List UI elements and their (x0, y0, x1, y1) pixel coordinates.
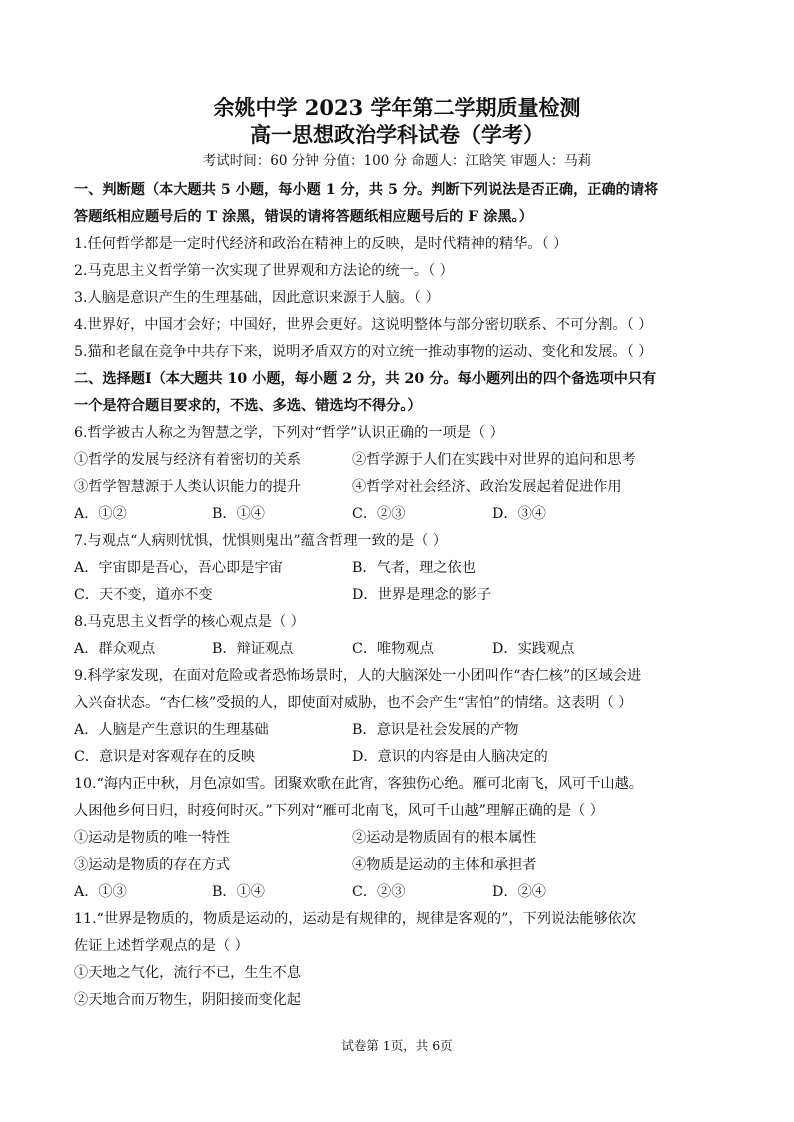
question-9-stem-cont: 入兴奋状态。“杏仁核”受损的人，即使面对威胁，也不会产生“害怕”的情绪。这表明（ ） (74, 695, 633, 711)
q10-option-d: D．②④ (492, 884, 546, 900)
q7-option-d: D．世界是理念的影子 (352, 587, 492, 603)
question-1: 1.任何哲学都是一定时代经济和政治在精神上的反映，是时代精神的精华。（ ） (74, 236, 568, 252)
q10-statement-4: ④物质是运动的主体和承担者 (352, 857, 537, 873)
question-9-stem: 9.科学家发现，在面对危险或者恐怖场景时，人的大脑深处一小团叫作“杏仁核”的区域会进 (74, 668, 642, 684)
section2-instruction-cont: 一个是符合题目要求的，不选、多选、错选均不得分。） (74, 398, 422, 414)
q6-option-a: A．①② (74, 506, 127, 522)
question-11-stem: 11.“世界是物质的，物质是运动的，运动是有规律的，规律是客观的”，下列说法能够依次 (74, 911, 637, 927)
q9-option-a: A．人脑是产生意识的生理基础 (74, 722, 269, 738)
q10-statement-3: ③运动是物质的存在方式 (74, 857, 231, 873)
question-10-stem: 10.“海内正中秋，月色凉如雪。团聚欢歌在此宵，客独伤心绝。雁可北南飞，风可千山越。 (74, 776, 643, 792)
q10-option-b: B．①④ (212, 884, 265, 900)
q8-option-c: C．唯物观点 (352, 641, 434, 657)
section1-instruction-cont: 答题纸相应题号后的 T 涂黑，错误的请将答题纸相应题号后的 F 涂黑。） (74, 209, 533, 225)
q9-option-c: C．意识是对客观存在的反映 (74, 749, 256, 765)
exam-subtitle: 高一思想政治学科试卷（学考） (250, 122, 544, 147)
q8-option-a: A．群众观点 (74, 641, 156, 657)
question-4: 4.世界好，中国才会好；中国好，世界会更好。这说明整体与部分密切联系、不可分割。（ ） (74, 317, 653, 333)
q10-statement-1: ①运动是物质的唯一特性 (74, 830, 231, 846)
question-11-stem-cont: 佐证上述哲学观点的是（ ） (74, 938, 249, 954)
exam-title: 余姚中学 2023 学年第二学期质量检测 (213, 95, 581, 120)
q6-statement-1: ①哲学的发展与经济有着密切的关系 (74, 452, 302, 468)
section2-instruction: 二、选择题Ⅰ（本大题共 10 小题，每小题 2 分，共 20 分。每小题列出的四个备选项中只有 (74, 371, 657, 387)
q11-statement-2: ②天地合而万物生，阴阳接而变化起 (74, 992, 302, 1008)
q8-option-b: B．辩证观点 (212, 641, 294, 657)
exam-info: 考试时间：60 分钟 分值：100 分 命题人：江晗笑 审题人：马莉 (202, 153, 592, 169)
question-10-stem-cont: 人困他乡何日归，时疫何时灭。”下列对“雁可北南飞，风可千山越”理解正确的是（ ） (74, 803, 604, 819)
q10-option-a: A．①③ (74, 884, 127, 900)
q7-option-c: C．天不变，道亦不变 (74, 587, 213, 603)
q6-statement-4: ④哲学对社会经济、政治发展起着促进作用 (352, 479, 622, 495)
q6-option-b: B．①④ (212, 506, 265, 522)
question-8-stem: 8.马克思主义哲学的核心观点是（ ） (74, 614, 305, 630)
q6-option-d: D．③④ (492, 506, 546, 522)
q9-option-d: D．意识的内容是由人脑决定的 (352, 749, 548, 765)
q10-option-c: C．②③ (352, 884, 406, 900)
q9-option-b: B．意识是社会发展的产物 (352, 722, 519, 738)
page-footer: 试卷第 1页，共 6页 (341, 1038, 453, 1053)
section1-instruction: 一、判断题（本大题共 5 小题，每小题 1 分，共 5 分。判断下列说法是否正确，正确的请将 (74, 182, 659, 198)
q8-option-d: D．实践观点 (492, 641, 575, 657)
q7-option-b: B．气者，理之依也 (352, 560, 476, 576)
question-3: 3.人脑是意识产生的生理基础，因此意识来源于人脑。（ ） (74, 290, 440, 306)
q6-option-c: C．②③ (352, 506, 406, 522)
q7-option-a: A．宇宙即是吾心，吾心即是宇宙 (74, 560, 283, 576)
question-6-stem: 6.哲学被古人称之为智慧之学，下列对“哲学”认识正确的一项是（ ） (74, 425, 504, 441)
question-2: 2.马克思主义哲学第一次实现了世界观和方法论的统一。（ ） (74, 263, 454, 279)
q6-statement-3: ③哲学智慧源于人类认识能力的提升 (74, 479, 302, 495)
q10-statement-2: ②运动是物质固有的根本属性 (352, 830, 537, 846)
q11-statement-1: ①天地之气化，流行不已，生生不息 (74, 965, 302, 981)
question-5: 5.猫和老鼠在竞争中共存下来，说明矛盾双方的对立统一推动事物的运动、变化和发展。（ ） (74, 344, 653, 360)
question-7-stem: 7.与观点“人病则忧惧，忧惧则鬼出”蕴含哲理一致的是（ ） (74, 533, 448, 549)
q6-statement-2: ②哲学源于人们在实践中对世界的追问和思考 (352, 452, 636, 468)
